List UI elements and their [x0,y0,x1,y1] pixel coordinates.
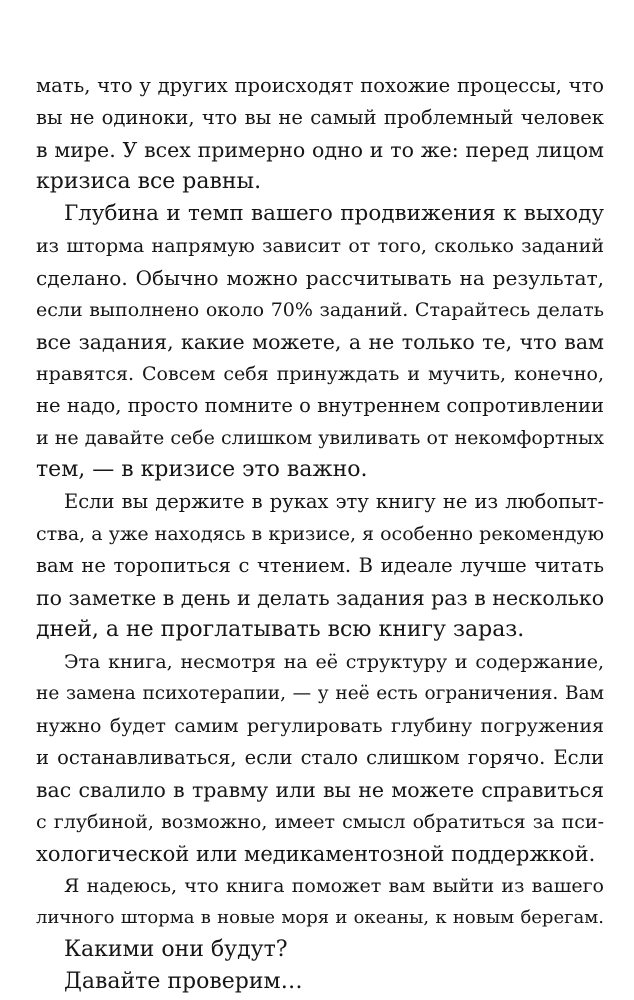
text-line: тем, — в кризисе это важно. [36,457,368,482]
paragraph-first-line: Глубина и темп вашего продвижения к выходу [64,201,604,226]
paragraph-first-line: Я надеюсь, что книга поможет вам выйти из вашего [64,875,604,897]
text-line: из шторма напрямую зависит от того, сколько заданий [36,235,604,257]
text-line: все задания, какие можете, а не только те, что вам [36,330,604,354]
paragraph-first-line: Если вы держите в руках эту книгу не из любопыт- [64,490,604,513]
text-line: и останавливаться, если стало слишком горячо. Если [36,746,604,769]
text-line: по заметке в день и делать задания раз в несколько [36,586,604,610]
paragraph-first-line: Эта книга, несмотря на её структуру и содержание, [64,651,604,673]
text-line: кризиса все равны. [36,169,262,194]
paragraph-first-line: Давайте проверим… [64,969,303,994]
text-line: нравятся. Совсем себя принуждать и мучить, конечно, [36,363,604,385]
text-line: сделано. Обычно можно рассчитывать на результат, [36,266,604,290]
text-line: в мире. У всех примерно одно и то же: перед лицом [36,138,604,162]
text-line: если выполнено около 70% заданий. Старайтесь делать [36,299,604,321]
text-line: дней, а не проглатывать всю книгу зараз. [36,617,525,642]
text-line: нужно будет самим регулировать глубину погружения [36,715,604,737]
text-line: мать, что у других происходят похожие процессы, что [36,74,604,97]
text-line: вы не одиноки, что вы не самый проблемный человек [36,106,604,129]
paragraph-first-line: Какими они будут? [64,937,288,962]
text-line: личного шторма в новые моря и океаны, к новым берегам. [36,907,604,928]
text-line: не замена психотерапии, — у неё есть ограничения. Вам [36,683,604,704]
text-line: с глубиной, возможно, имеет смысл обратиться за пси- [36,811,604,833]
text-line: и не давайте себе слишком увиливать от некомфортных [36,427,604,449]
text-line: вам не торопиться с чтением. В идеале лучше читать [36,554,604,577]
text-line: не надо, просто помните о внутреннем сопротивлении [36,394,604,417]
text-line: ства, а уже находясь в кризисе, я особенно рекомендую [36,523,604,545]
text-line: хологической или медикаментозной поддержкой. [36,842,596,866]
text-line: вас свалило в травму или вы не можете справиться [36,778,604,802]
